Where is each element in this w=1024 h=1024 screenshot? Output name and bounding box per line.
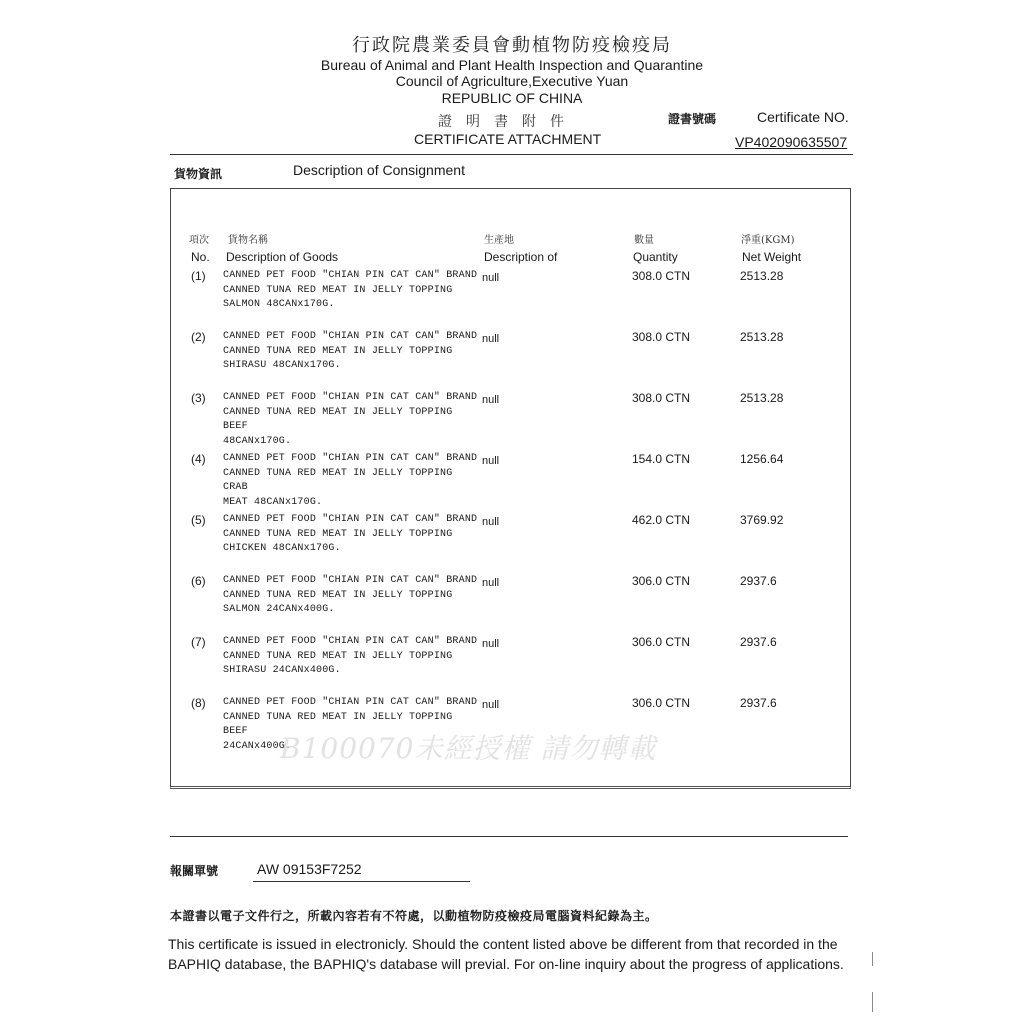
watermark: B100070未經授權 請勿轉載 xyxy=(280,732,657,765)
row-origin: null xyxy=(482,577,500,589)
row-goods: CANNED PET FOOD "CHIAN PIN CAT CAN" BRAND CANNED TUNA RED MEAT IN JELLY TOPPING SHIRASU 48CANx170G. xyxy=(223,331,478,371)
consignment-table xyxy=(170,188,851,789)
row-quantity: 308.0 CTN xyxy=(632,391,691,405)
row-quantity: 154.0 CTN xyxy=(632,452,691,466)
row-net-weight: 2513.28 xyxy=(740,269,784,283)
col-no-header-zh: 項次 xyxy=(189,235,209,246)
table-row xyxy=(171,513,852,573)
row-quantity: 308.0 CTN xyxy=(632,269,691,283)
row-origin: null xyxy=(482,638,500,650)
row-goods: CANNED PET FOOD "CHIAN PIN CAT CAN" BRAND CANNED TUNA RED MEAT IN JELLY TOPPING SALMON 24CANx400G. xyxy=(223,575,478,615)
row-no: (1) xyxy=(191,269,206,283)
row-net-weight: 2513.28 xyxy=(740,391,784,405)
declaration-number-label-zh: 報關單號 xyxy=(170,864,219,878)
certificate-attachment-zh: 證明書附件 xyxy=(438,114,578,130)
row-net-weight: 2937.6 xyxy=(740,696,777,710)
certificate-number-label-zh: 證書號碼 xyxy=(668,112,717,126)
row-goods: CANNED PET FOOD "CHIAN PIN CAT CAN" BRAND CANNED TUNA RED MEAT IN JELLY TOPPING CHICKEN 48CANx170G. xyxy=(223,514,478,554)
certificate-number-label: Certificate NO. xyxy=(757,109,849,125)
declaration-number-value: AW 09153F7252 xyxy=(257,861,362,877)
row-no: (8) xyxy=(191,696,206,710)
bureau-title-en: Bureau of Animal and Plant Health Inspection and Quarantine xyxy=(320,57,704,73)
col-goods-header-zh: 貨物名稱 xyxy=(228,235,268,246)
bureau-title-zh: 行政院農業委員會動植物防疫檢疫局 xyxy=(352,35,672,56)
row-no: (6) xyxy=(191,574,206,588)
col-qty-header: Quantity xyxy=(633,250,678,264)
table-row xyxy=(171,269,852,329)
col-qty-header-zh: 數量 xyxy=(634,235,654,246)
row-quantity: 306.0 CTN xyxy=(632,696,691,710)
certificate-attachment-en: CERTIFICATE ATTACHMENT xyxy=(414,131,602,147)
row-origin: null xyxy=(482,455,500,467)
council-title-en: Council of Agriculture,Executive Yuan xyxy=(395,73,629,89)
row-no: (3) xyxy=(191,391,206,405)
section-divider xyxy=(170,836,848,837)
row-goods: CANNED PET FOOD "CHIAN PIN CAT CAN" BRAND CANNED TUNA RED MEAT IN JELLY TOPPING SALMON 48CANx170G. xyxy=(223,270,478,310)
table-row xyxy=(171,452,852,512)
header-divider xyxy=(170,154,853,155)
declaration-underline xyxy=(253,881,470,882)
col-goods-header: Description of Goods xyxy=(226,250,339,264)
row-goods: CANNED PET FOOD "CHIAN PIN CAT CAN" BRAND CANNED TUNA RED MEAT IN JELLY TOPPING BEEF 24CANx400G. xyxy=(223,697,478,752)
row-quantity: 306.0 CTN xyxy=(632,635,691,649)
row-origin: null xyxy=(482,272,500,284)
row-origin: null xyxy=(482,699,500,711)
row-quantity: 306.0 CTN xyxy=(632,574,691,588)
row-goods: CANNED PET FOOD "CHIAN PIN CAT CAN" BRAND CANNED TUNA RED MEAT IN JELLY TOPPING SHIRASU 24CANx400G. xyxy=(223,636,478,676)
table-row xyxy=(171,635,852,695)
row-quantity: 462.0 CTN xyxy=(632,513,691,527)
scan-mark xyxy=(872,952,873,966)
row-net-weight: 2937.6 xyxy=(740,574,777,588)
col-weight-header: Net Weight xyxy=(742,250,802,264)
scan-mark xyxy=(872,992,873,1012)
row-net-weight: 3769.92 xyxy=(740,513,784,527)
row-no: (2) xyxy=(191,330,206,344)
row-origin: null xyxy=(482,394,500,406)
col-origin-header-zh: 生產地 xyxy=(484,235,514,246)
row-goods: CANNED PET FOOD "CHIAN PIN CAT CAN" BRAND CANNED TUNA RED MEAT IN JELLY TOPPING CRAB MEAT 48CANx170G. xyxy=(223,453,478,508)
notice-en: This certificate is issued in electronicly. Should the content listed above be different from that recorded in the BAPHIQ database, the BAPHIQ's database will previal. For on-line inquiry about the progress of applications. xyxy=(168,936,844,972)
col-no-header: No. xyxy=(191,250,210,264)
row-no: (5) xyxy=(191,513,206,527)
country-title-en: REPUBLIC OF CHINA xyxy=(441,90,583,106)
table-row xyxy=(171,330,852,390)
col-weight-header-zh: 淨重(KGM) xyxy=(741,235,795,246)
row-net-weight: 2937.6 xyxy=(740,635,777,649)
table-row xyxy=(171,391,852,451)
consignment-label-en: Description of Consignment xyxy=(293,162,465,178)
row-no: (7) xyxy=(191,635,206,649)
row-net-weight: 1256.64 xyxy=(740,452,784,466)
row-origin: null xyxy=(482,516,500,528)
row-no: (4) xyxy=(191,452,206,466)
row-quantity: 308.0 CTN xyxy=(632,330,691,344)
certificate-number-value: VP402090635507 xyxy=(735,134,848,150)
table-row xyxy=(171,574,852,634)
consignment-label-zh: 貨物資訊 xyxy=(174,167,223,181)
row-origin: null xyxy=(482,333,500,345)
notice-zh: 本證書以電子文件行之，所載內容若有不符處，以動植物防疫檢疫局電腦資料紀錄為主。 xyxy=(170,909,658,923)
row-goods: CANNED PET FOOD "CHIAN PIN CAT CAN" BRAND CANNED TUNA RED MEAT IN JELLY TOPPING BEEF 48CANx170G. xyxy=(223,392,478,447)
row-net-weight: 2513.28 xyxy=(740,330,784,344)
col-origin-header: Description of xyxy=(484,250,558,264)
